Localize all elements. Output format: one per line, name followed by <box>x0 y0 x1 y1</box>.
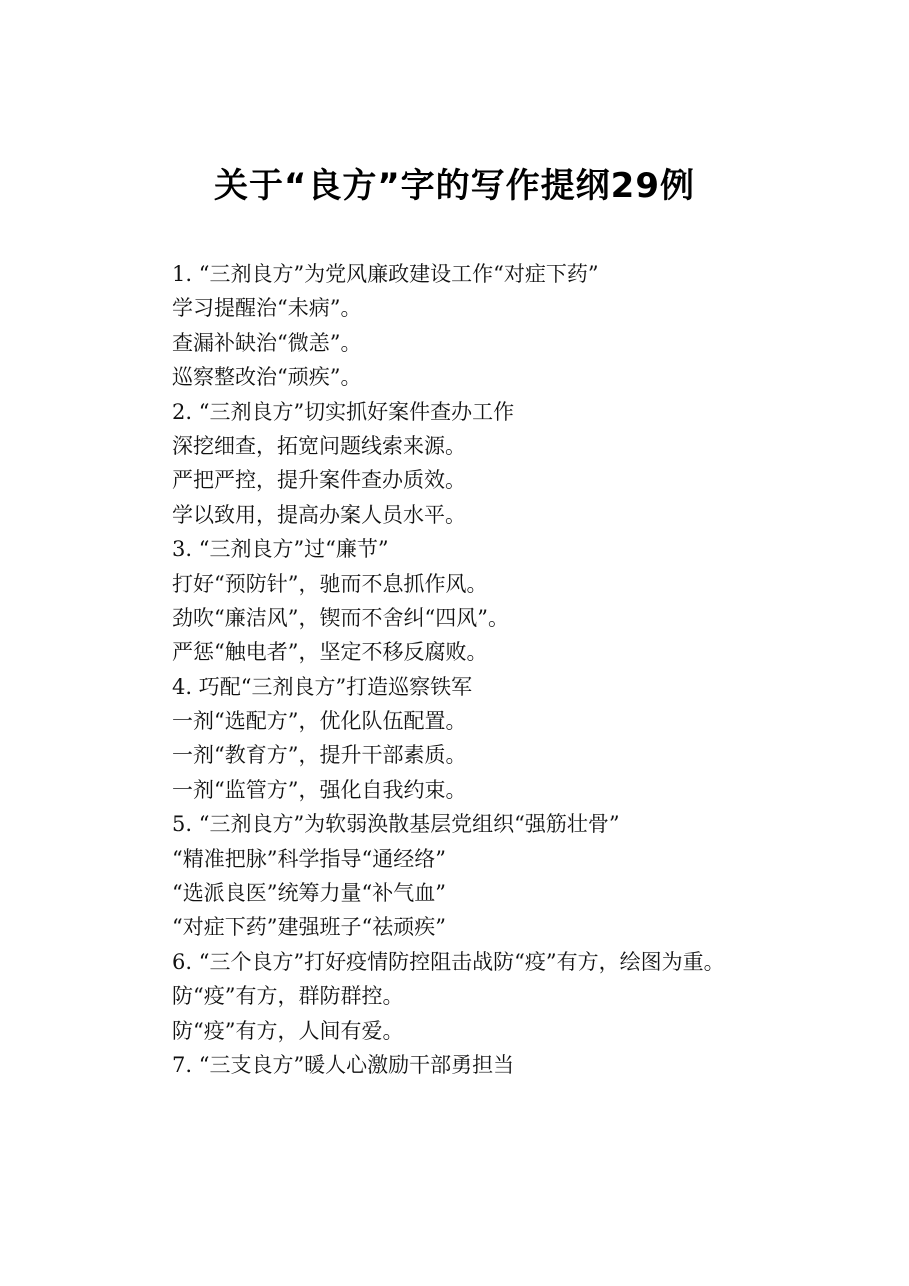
item-7-heading: 7. “三支良方”暖人心激励干部勇担当 <box>172 1053 515 1077</box>
item-3-point-1: 打好“预防针”，驰而不息抓作风。 <box>172 571 488 596</box>
item-2-point-2: 严把严控，提升案件查办质效。 <box>172 468 466 493</box>
item-2-point-3: 学以致用，提高办案人员水平。 <box>172 502 466 527</box>
item-3-heading: 3. “三剂良方”过“廉节” <box>172 537 389 562</box>
item-1-point-2: 查漏补缺治“微恙”。 <box>172 330 362 355</box>
item-1-point-1: 学习提醒治“未病”。 <box>172 296 362 321</box>
item-2-heading: 2. “三剂良方”切实抓好案件查办工作 <box>172 399 515 424</box>
item-4-point-2: 一剂“教育方”，提升干部素质。 <box>172 743 467 768</box>
item-3-point-2: 劲吹“廉洁风”，锲而不舍纠“四风”。 <box>172 605 509 630</box>
document-title: 关于“良方”字的写作提纲29例 <box>213 166 695 206</box>
item-5-point-2: “选派良医”统筹力量“补气血” <box>172 881 446 906</box>
item-4-point-1: 一剂“选配方”，优化队伍配置。 <box>172 709 467 734</box>
item-2-point-1: 深挖细查，拓宽问题线索来源。 <box>172 433 466 458</box>
item-1-point-3: 巡察整改治“顽疾”。 <box>172 365 362 390</box>
item-3-point-3: 严惩“触电者”，坚定不移反腐败。 <box>172 640 488 665</box>
document-body <box>123 257 799 1082</box>
item-4-heading: 4. 巧配“三剂良方”打造巡察铁军 <box>172 674 473 699</box>
item-6-point-1: 防“疫”有方，群防群控。 <box>172 984 404 1009</box>
item-6-point-2: 防“疫”有方，人间有爱。 <box>172 1018 404 1043</box>
item-1-heading: 1. “三剂良方”为党风廉政建设工作“对症下药” <box>172 262 599 286</box>
item-4-point-3: 一剂“监管方”，强化自我约束。 <box>172 777 467 802</box>
item-5-point-3: “对症下药”建强班子“祛顽疾” <box>172 915 446 940</box>
item-5-point-1: “精准把脉”科学指导“通经络” <box>172 846 446 871</box>
item-5-heading: 5. “三剂良方”为软弱涣散基层党组织“强筋壮骨” <box>172 812 620 837</box>
item-6-heading: 6. “三个良方”打好疫情防控阻击战防“疫”有方，绘图为重。 <box>172 949 725 974</box>
